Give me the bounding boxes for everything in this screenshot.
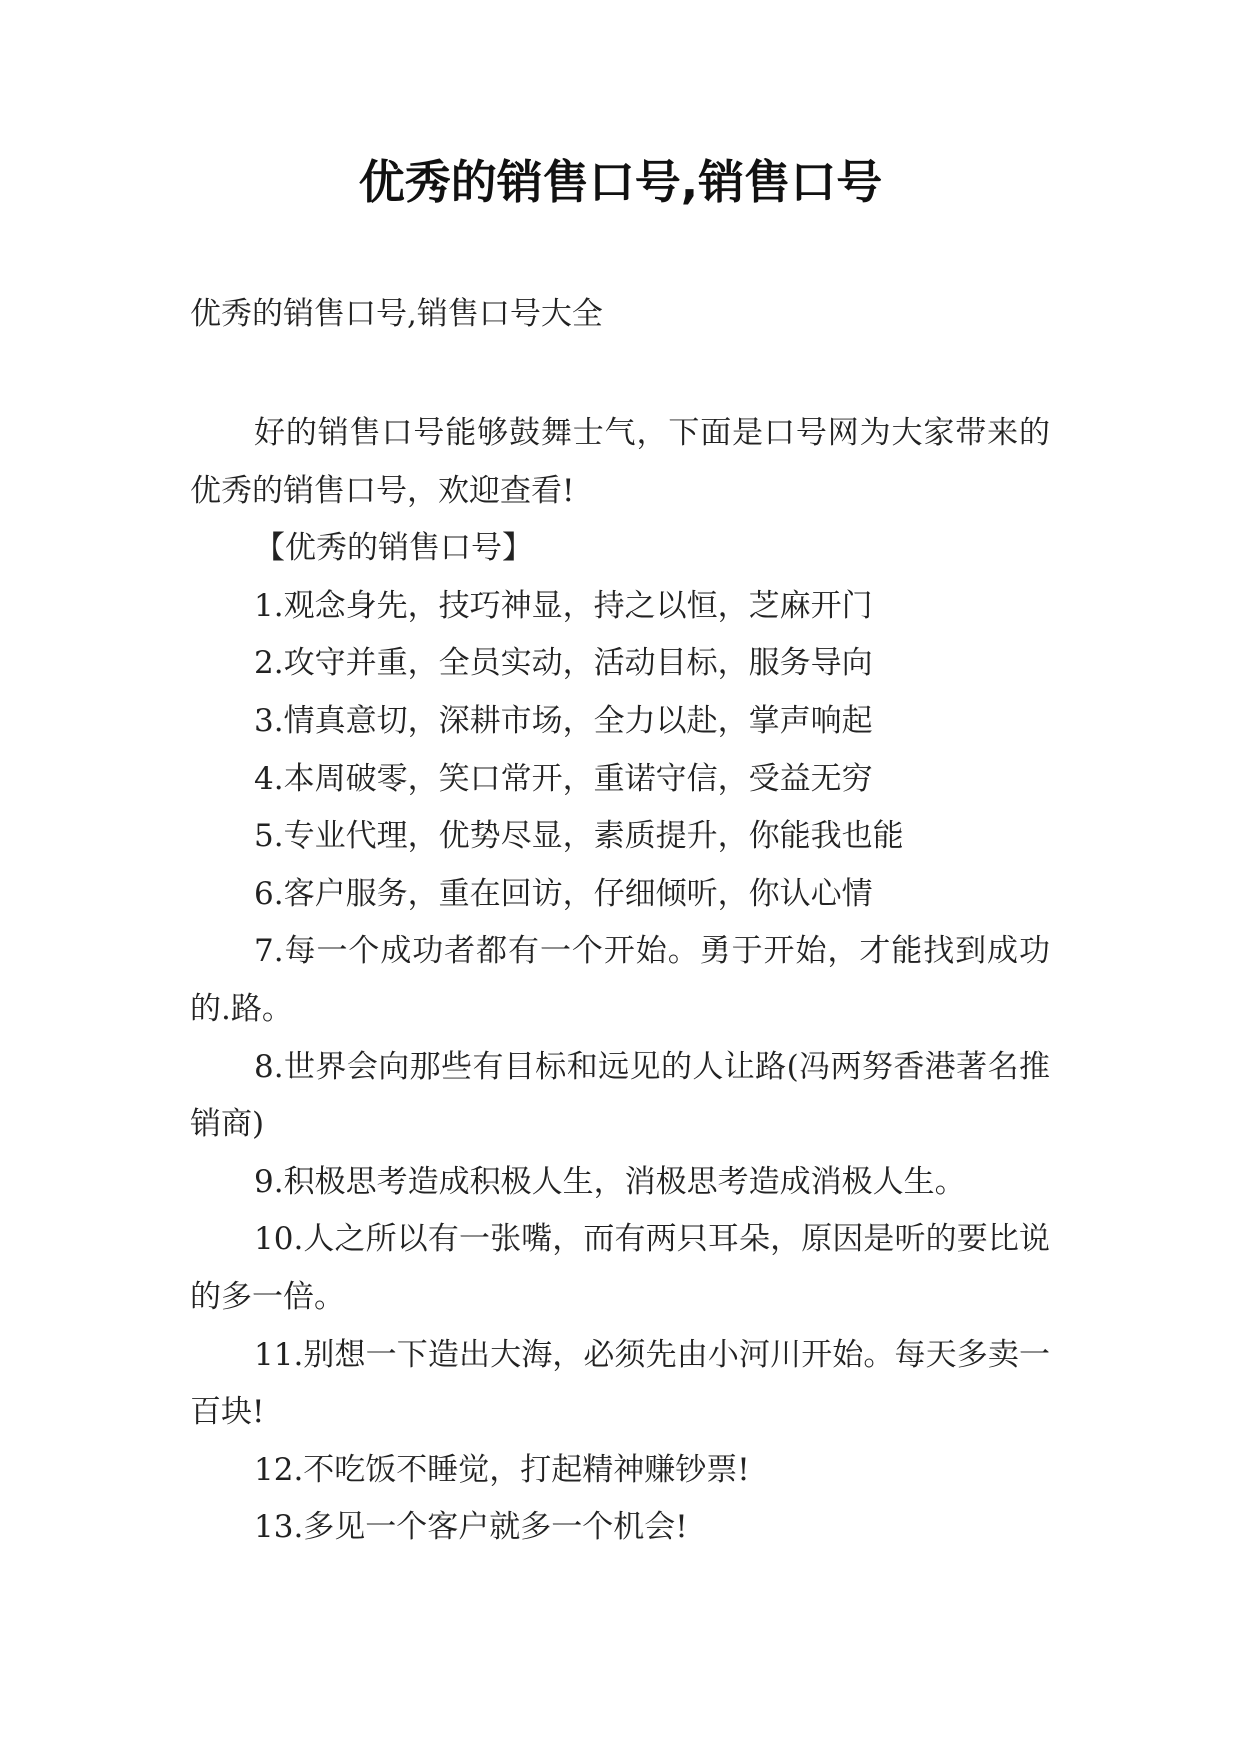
section-heading: 【优秀的销售口号】 bbox=[254, 530, 533, 567]
slogan-item-13: 13.多见一个客户就多一个机会! bbox=[254, 1509, 688, 1546]
slogan-item-4: 4.本周破零，笑口常开，重诺守信，受益无穷 bbox=[254, 760, 873, 797]
slogan-item-2: 2.攻守并重，全员实动，活动目标，服务导向 bbox=[254, 645, 873, 682]
slogan-item-8: 8.世界会向那些有目标和远见的人让路(冯两努香港著名推销商) bbox=[190, 1048, 1050, 1143]
intro-paragraph: 好的销售口号能够鼓舞士气，下面是口号网为大家带来的优秀的销售口号，欢迎查看! bbox=[190, 415, 1050, 509]
document-body bbox=[190, 405, 1050, 1557]
slogan-item-5: 5.专业代理，优势尽显，素质提升，你能我也能 bbox=[254, 818, 904, 855]
slogan-item-12: 12.不吃饭不睡觉，打起精神赚钞票! bbox=[254, 1451, 750, 1488]
slogan-item-6: 6.客户服务，重在回访，仔细倾听，你认心情 bbox=[254, 875, 873, 912]
document-title: 优秀的销售口号,销售口号 bbox=[358, 155, 883, 209]
slogan-item-7: 7.每一个成功者都有一个开始。勇于开始，才能找到成功的.路。 bbox=[190, 933, 1050, 1027]
slogan-item-10: 10.人之所以有一张嘴，而有两只耳朵，原因是听的要比说的多一倍。 bbox=[190, 1221, 1050, 1315]
slogan-item-11: 11.别想一下造出大海，必须先由小河川开始。每天多卖一百块! bbox=[190, 1336, 1050, 1431]
document-subtitle: 优秀的销售口号,销售口号大全 bbox=[190, 296, 603, 332]
slogan-item-9: 9.积极思考造成积极人生，消极思考造成消极人生。 bbox=[254, 1163, 966, 1200]
slogan-item-3: 3.情真意切，深耕市场，全力以赴，掌声响起 bbox=[254, 702, 873, 739]
slogan-item-1: 1.观念身先，技巧神显，持之以恒，芝麻开门 bbox=[254, 587, 873, 624]
